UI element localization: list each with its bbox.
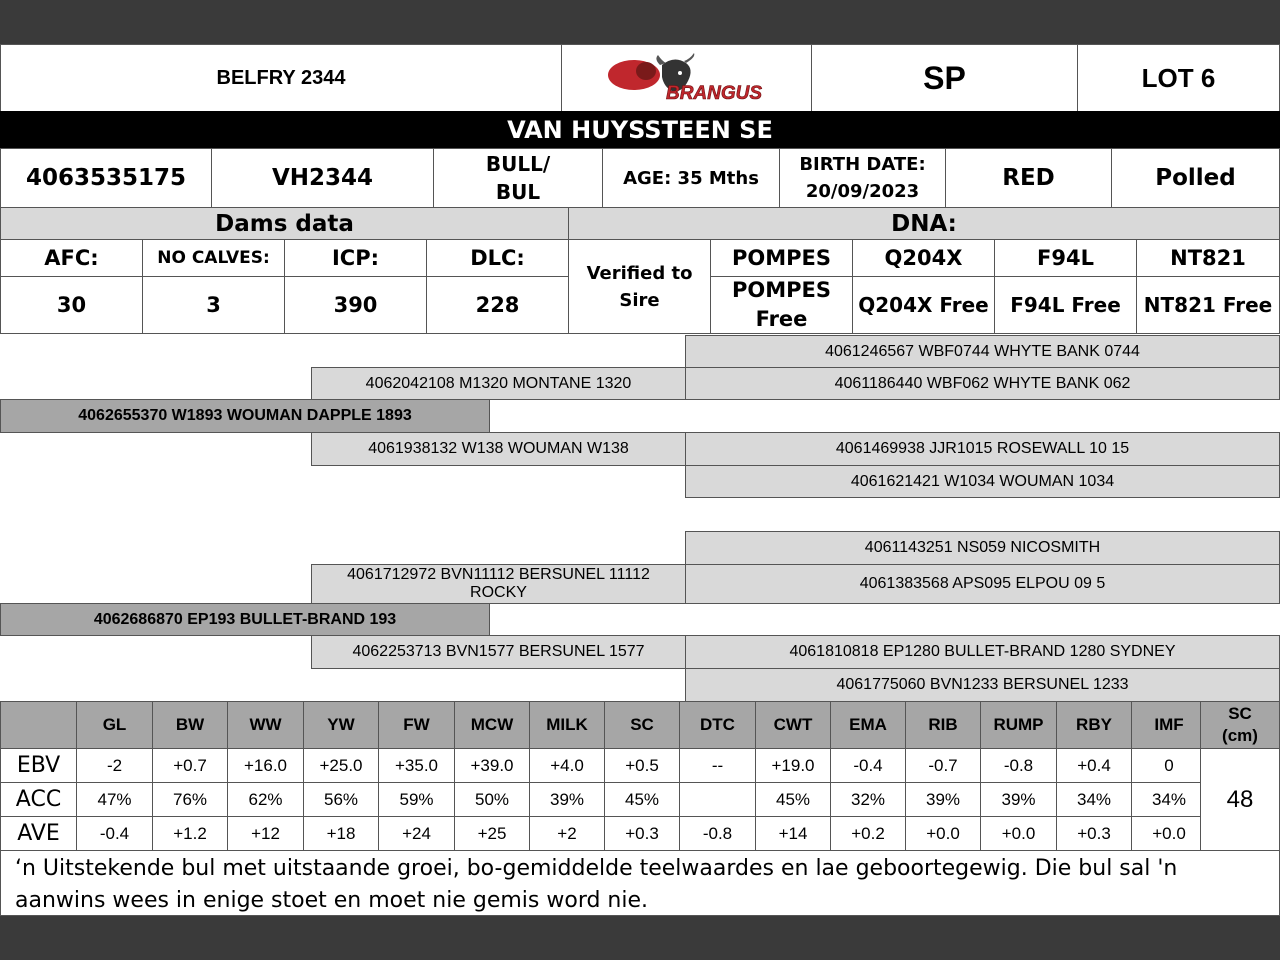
ebv-cell-ave-rib: +0.0 (905, 816, 981, 851)
ebv-cell-ebv-cwt: +19.0 (755, 748, 831, 783)
pedigree-sire-sire: 4062042108 M1320 MONTANE 1320 (311, 367, 686, 400)
animal-tag: VH2344 (211, 148, 434, 208)
pedigree-ddd: 4061775060 BVN1233 BERSUNEL 1233 (685, 668, 1280, 702)
ebv-header-imf: IMF (1131, 701, 1207, 749)
pedigree-dds: 4061810818 EP1280 BULLET-BRAND 1280 SYDNEY (685, 635, 1280, 669)
ebv-cell-ebv-ema: -0.4 (830, 748, 906, 783)
ebv-cell-acc-milk: 39% (529, 782, 605, 817)
ebv-cell-ave-yw: +18 (303, 816, 379, 851)
ebv-cell-acc-mcw: 50% (454, 782, 530, 817)
brand-wordmark: BRANGUS (665, 83, 762, 104)
ebv-header-sc: SC (604, 701, 680, 749)
animal-age: AGE: 35 Mths (602, 148, 780, 208)
dna-value-pompes: POMPES Free (710, 276, 853, 334)
ebv-cell-ebv-rby: +0.4 (1056, 748, 1132, 783)
grade-badge: SP (811, 44, 1078, 112)
ebv-header-fw: FW (378, 701, 455, 749)
animal-sex (433, 148, 603, 208)
ebv-cell-acc-rby: 34% (1056, 782, 1132, 817)
pedigree-dss: 4061143251 NS059 NICOSMITH (685, 531, 1280, 565)
dna-value-f94l: F94L Free (994, 276, 1137, 334)
animal-id: 4063535175 (0, 148, 212, 208)
pedigree-dam-dam: 4062253713 BVN1577 BERSUNEL 1577 (311, 635, 686, 669)
bull-head-icon (602, 51, 772, 105)
ebv-cell-ave-dtc: -0.8 (679, 816, 756, 851)
ebv-header-ema: EMA (830, 701, 906, 749)
dams-value-afc: 30 (0, 276, 143, 334)
pedigree-dam-sire: 4061712972 BVN11112 BERSUNEL 11112 ROCKY (311, 564, 686, 604)
ebv-row-label-ave: AVE (0, 816, 77, 851)
dams-value-calves: 3 (142, 276, 285, 334)
dna-value-nt821: NT821 Free (1136, 276, 1280, 334)
ebv-cell-ave-cwt: +14 (755, 816, 831, 851)
ebv-cell-ebv-yw: +25.0 (303, 748, 379, 783)
ebv-header-gl: GL (76, 701, 153, 749)
ebv-header-rump: RUMP (980, 701, 1057, 749)
sex-line-1: BULL/ (485, 152, 551, 176)
ebv-cell-ebv-mcw: +39.0 (454, 748, 530, 783)
ebv-cell-acc-gl: 47% (76, 782, 153, 817)
ebv-cell-acc-ema: 32% (830, 782, 906, 817)
ebv-header-milk: MILK (529, 701, 605, 749)
ebv-cell-ebv-gl: -2 (76, 748, 153, 783)
pedigree-dsd: 4061383568 APS095 ELPOU 09 5 (685, 564, 1280, 604)
ebv-cell-ave-rby: +0.3 (1056, 816, 1132, 851)
ebv-header-rib: RIB (905, 701, 981, 749)
ebv-cell-ave-bw: +1.2 (152, 816, 228, 851)
ebv-header-sc-cm: SC (cm) (1200, 701, 1280, 749)
ebv-row-label-ebv: EBV (0, 748, 77, 783)
ebv-header-mcw: MCW (454, 701, 530, 749)
ebv-header-bw: BW (152, 701, 228, 749)
dams-data-title: Dams data (0, 207, 569, 240)
pedigree-sire-dam: 4061938132 W138 WOUMAN W138 (311, 432, 686, 466)
ebv-cell-ebv-dtc: -- (679, 748, 756, 783)
ebv-cell-ebv-rump: -0.8 (980, 748, 1057, 783)
ebv-cell-ave-gl: -0.4 (76, 816, 153, 851)
ebv-header-yw: YW (303, 701, 379, 749)
birth-date-label: BIRTH DATE: (799, 154, 926, 175)
ebv-cell-ave-ema: +0.2 (830, 816, 906, 851)
ebv-cell-acc-bw: 76% (152, 782, 228, 817)
pedigree-sire: 4062655370 W1893 WOUMAN DAPPLE 1893 (0, 399, 490, 433)
dna-header-q204x: Q204X (852, 239, 995, 277)
ebv-cell-ebv-imf: 0 (1131, 748, 1207, 783)
ebv-corner (0, 701, 77, 749)
ebv-header-ww: WW (227, 701, 304, 749)
ebv-row-label-acc: ACC (0, 782, 77, 817)
ebv-header-cwt: CWT (755, 701, 831, 749)
ebv-cell-ave-sc: +0.3 (604, 816, 680, 851)
lot-number: LOT 6 (1077, 44, 1280, 112)
ebv-cell-acc-sc: 45% (604, 782, 680, 817)
dna-verified: Verified to Sire (568, 239, 711, 334)
dams-header-icp: ICP: (284, 239, 427, 277)
brangus-logo (561, 44, 812, 112)
dna-header-pompes: POMPES (710, 239, 853, 277)
ebv-cell-acc-rib: 39% (905, 782, 981, 817)
ebv-cell-acc-yw: 56% (303, 782, 379, 817)
dams-header-calves: NO CALVES: (142, 239, 285, 277)
dams-value-icp: 390 (284, 276, 427, 334)
ebv-header-rby: RBY (1056, 701, 1132, 749)
comment-text: ‘n Uitstekende bul met uitstaande groei, bo-gemiddelde teelwaardes en lae geboortegewig. Die bul sal 'n aanwins wees in enige stoet en moet nie gemis word nie. (0, 850, 1280, 916)
pedigree-sss: 4061246567 WBF0744 WHYTE BANK 0744 (685, 335, 1280, 368)
animal-name: BELFRY 2344 (0, 44, 562, 112)
pedigree-sds: 4061469938 JJR1015 ROSEWALL 10 15 (685, 432, 1280, 466)
ebv-cell-ave-mcw: +25 (454, 816, 530, 851)
ebv-cell-ave-ww: +12 (227, 816, 304, 851)
pedigree-ssd: 4061186440 WBF062 WHYTE BANK 062 (685, 367, 1280, 400)
pedigree-dam: 4062686870 EP193 BULLET-BRAND 193 (0, 603, 490, 636)
ebv-cell-acc-fw: 59% (378, 782, 455, 817)
ebv-cell-acc-rump: 39% (980, 782, 1057, 817)
sc-cm-value: 48 (1200, 748, 1280, 851)
ebv-cell-acc-cwt: 45% (755, 782, 831, 817)
breeder-name: VAN HUYSSTEEN SE (0, 111, 1280, 149)
dams-header-dlc: DLC: (426, 239, 569, 277)
dams-header-afc: AFC: (0, 239, 143, 277)
ebv-cell-ebv-bw: +0.7 (152, 748, 228, 783)
ebv-cell-ebv-rib: -0.7 (905, 748, 981, 783)
pedigree-sdd: 4061621421 W1034 WOUMAN 1034 (685, 465, 1280, 498)
ebv-cell-ave-imf: +0.0 (1131, 816, 1207, 851)
ebv-cell-ave-milk: +2 (529, 816, 605, 851)
birth-date-value: 20/09/2023 (805, 181, 920, 202)
animal-colour: RED (945, 148, 1112, 208)
dna-value-q204x: Q204X Free (852, 276, 995, 334)
ebv-cell-acc-dtc (679, 782, 756, 817)
sex-line-2: BUL (495, 180, 541, 204)
ebv-header-dtc: DTC (679, 701, 756, 749)
dams-value-dlc: 228 (426, 276, 569, 334)
ebv-cell-ebv-fw: +35.0 (378, 748, 455, 783)
dna-header-nt821: NT821 (1136, 239, 1280, 277)
ebv-cell-ebv-ww: +16.0 (227, 748, 304, 783)
birth-date (779, 148, 946, 208)
ebv-cell-ebv-milk: +4.0 (529, 748, 605, 783)
ebv-cell-ave-rump: +0.0 (980, 816, 1057, 851)
ebv-cell-acc-ww: 62% (227, 782, 304, 817)
dna-header-f94l: F94L (994, 239, 1137, 277)
ebv-cell-acc-imf: 34% (1131, 782, 1207, 817)
horn-status: Polled (1111, 148, 1280, 208)
ebv-cell-ave-fw: +24 (378, 816, 455, 851)
ebv-cell-ebv-sc: +0.5 (604, 748, 680, 783)
dna-title: DNA: (568, 207, 1280, 240)
